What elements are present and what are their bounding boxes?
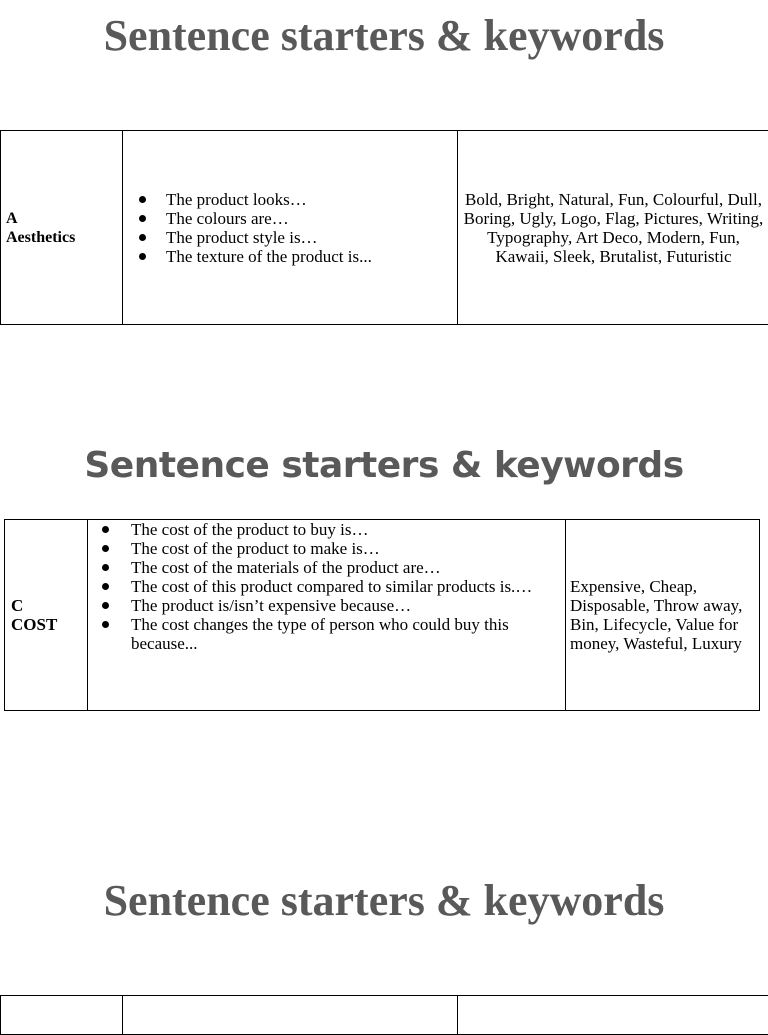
category-cell [1,996,123,1035]
aesthetics-table [0,130,768,325]
starters-cell [123,131,458,325]
page-title: Sentence starters & keywords [0,445,768,486]
table-row [1,131,768,325]
list-item: The cost of the materials of the product are… [88,558,565,577]
cost-table [4,519,760,711]
page-title: Sentence starters & keywords [0,10,768,61]
starters-cell [88,520,566,711]
keywords-cell [458,996,768,1035]
list-item: The product is/isn’t expensive because… [88,596,565,615]
list-item: The product looks… [123,190,457,209]
category-name: Aesthetics [1,228,122,247]
starters-cell [123,996,458,1035]
category-name: COST [5,615,87,634]
category-letter: A [1,209,122,228]
category-cell [1,131,123,325]
starters-list [123,190,457,266]
category-cell [5,520,88,711]
page-title: Sentence starters & keywords [0,875,768,926]
list-item: The cost changes the type of person who could buy this because... [88,615,565,653]
category-letter: C [5,596,87,615]
starters-list [88,520,565,653]
list-item: The cost of the product to make is… [88,539,565,558]
list-item: The product style is… [123,228,457,247]
list-item: The texture of the product is... [123,247,457,266]
keywords-cell: Expensive, Cheap, Disposable, Throw away, Bin, Lifecycle, Value for money, Wasteful, Luxury [566,520,760,711]
partial-table [0,995,768,1035]
table-row [5,520,760,711]
list-item: The cost of this product compared to similar products is.… [88,577,565,596]
table-row [1,996,768,1035]
list-item: The cost of the product to buy is… [88,520,565,539]
list-item: The colours are… [123,209,457,228]
keywords-cell: Bold, Bright, Natural, Fun, Colourful, Dull, Boring, Ugly, Logo, Flag, Pictures, Writing, Typography, Art Deco, Modern, Fun, Kawaii, Sleek, Brutalist, Futuristic [458,131,768,325]
